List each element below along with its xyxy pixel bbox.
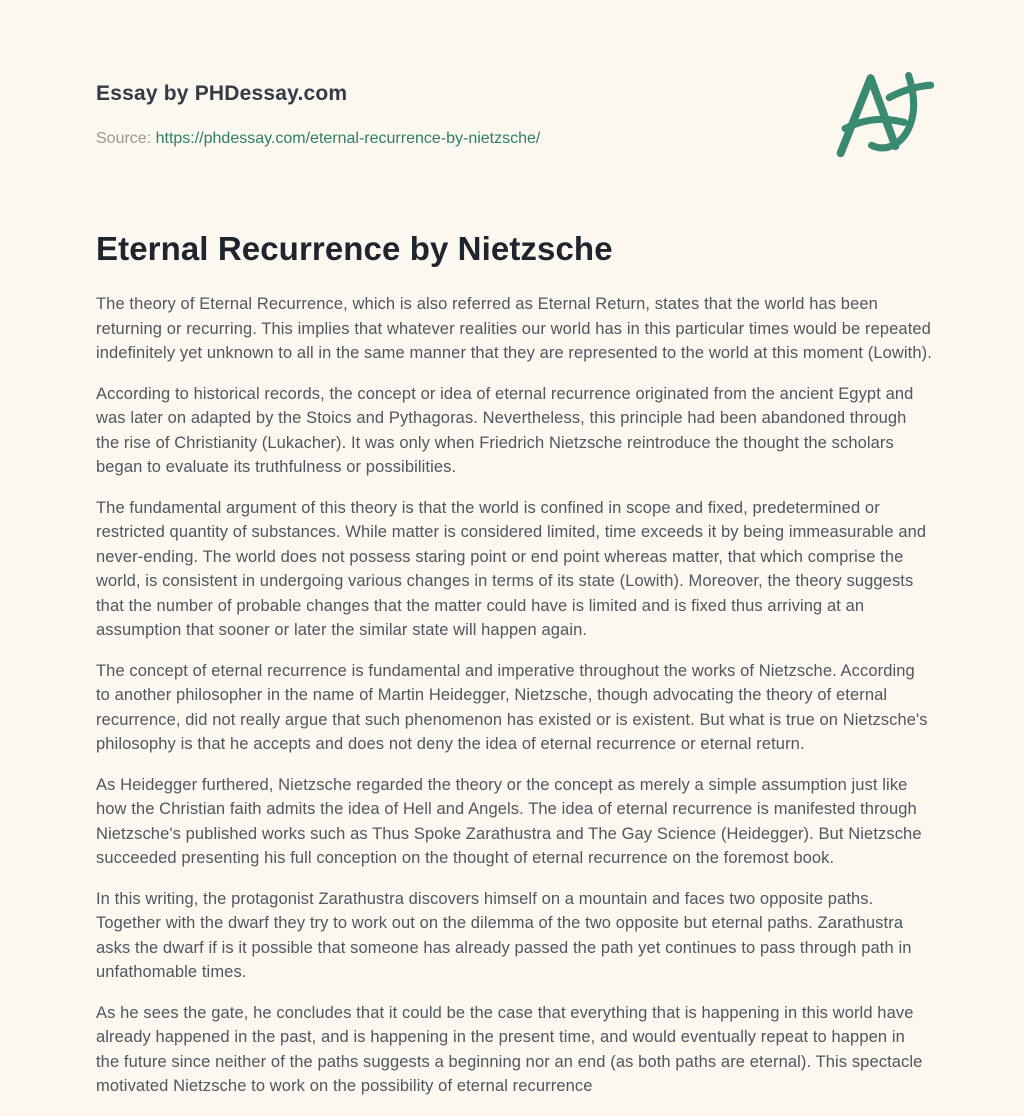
paragraph-6: In this writing, the protagonist Zarathustra discovers himself on a mountain and faces two opposite paths. Together with the dwarf they try to work out on the dilemma of the two opposite but eternal paths. Zarathustra asks the dwarf if is it possible that someone has already passed the path yet continues to pass through path in unfathomable times.	[96, 889, 912, 981]
source-url-link[interactable]: https://phdessay.com/eternal-recurrence-by-nietzsche/	[155, 130, 541, 147]
source-label: Source:	[96, 130, 152, 147]
source-line	[96, 130, 932, 148]
paragraph-7: As he sees the gate, he concludes that it could be the case that everything that is happening in this world have already happened in the past, and is happening in the present time, and would eventually repeat to happen in the future since neither of the paths suggests a beginning nor an end (as both paths are eternal). This spectacle motivated Nietzsche to work on the possibility of eternal recurrence	[96, 1003, 923, 1095]
phdessay-a-plus-logo-icon	[828, 64, 938, 170]
article-title: Eternal Recurrence by Nietzsche	[96, 230, 613, 267]
paragraph-5: As Heidegger furthered, Nietzsche regarded the theory or the concept as merely a simple assumption just like how the Christian faith admits the idea of Hell and Angels. The idea of eternal recurrence is manifested through Nietzsche's published works such as Thus Spoke Zarathustra and The Gay Science (Heidegger). But Nietzsche succeeded presenting his full conception on the thought of eternal recurrence on the foremost book.	[96, 775, 922, 867]
byline-heading: Essay by PHDessay.com	[96, 82, 348, 105]
paragraph-1: The theory of Eternal Recurrence, which is also referred as Eternal Return, states that the world has been returning or recurring. This implies that whatever realities our world has in this particular times would be repeated indefinitely yet unknown to all in the same manner that they are represented to the world at this moment (Lowith).	[96, 295, 932, 362]
paragraph-2: According to historical records, the concept or idea of eternal recurrence originated from the ancient Egypt and was later on adapted by the Stoics and Pythagoras. Nevertheless, this principle had been abandoned through the rise of Christianity (Lukacher). It was only when Friedrich Nietzsche reintroduce the thought the scholars began to evaluate its truthfulness or possibilities.	[96, 384, 914, 476]
paragraph-3: The fundamental argument of this theory is that the world is confined in scope and fixed, predetermined or restricted quantity of substances. While matter is considered limited, time exceeds it by being immeasurable and never-ending. The world does not possess staring point or end point whereas matter, that which comprise the world, is consistent in undergoing various changes in terms of its state (Lowith). Moreover, the theory suggests that the number of probable changes that the matter could have is limited and is fixed thus arriving at an assumption that sooner or later the similar state will happen again.	[96, 498, 927, 639]
article-body	[96, 292, 932, 1099]
paragraph-4: The concept of eternal recurrence is fundamental and imperative throughout the works of Nietzsche. According to another philosopher in the name of Martin Heidegger, Nietzsche, though advocating the theory of eternal recurrence, did not really argue that such phenomenon has existed or is existent. But what is true on Nietzsche's philosophy is that he accepts and does not deny the idea of eternal recurrence or eternal return.	[96, 661, 928, 753]
